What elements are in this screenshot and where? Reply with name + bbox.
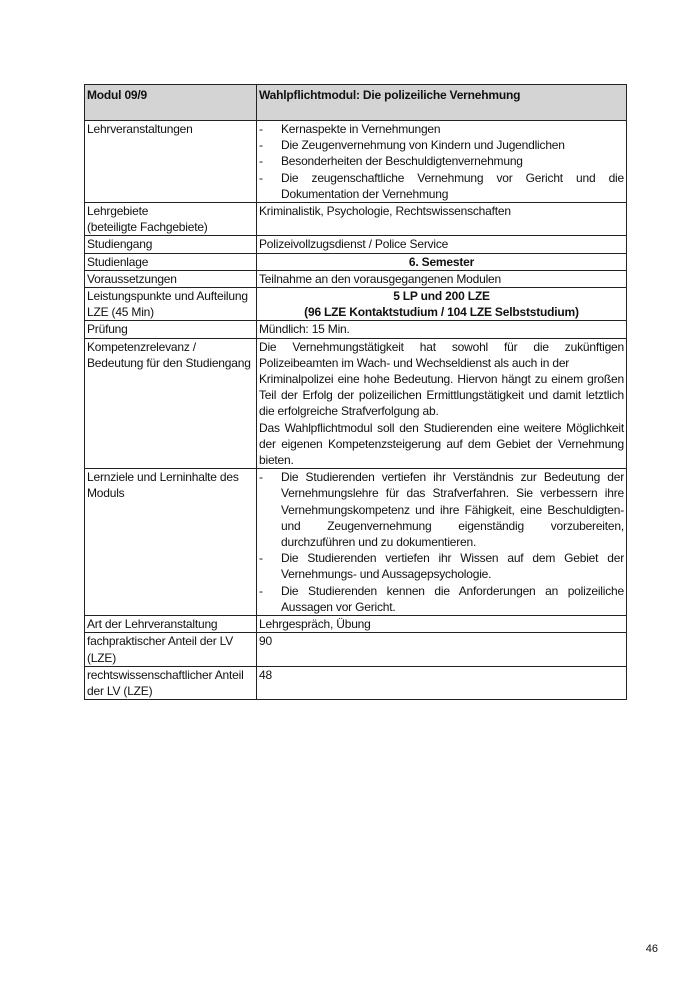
page-number: 46 (645, 943, 658, 955)
value-studienlage: 6. Semester (257, 253, 627, 270)
row-leistungspunkte (85, 288, 627, 321)
label-lehrveranstaltungen: Lehrveranstaltungen (85, 121, 257, 203)
lernziele-list (259, 469, 624, 615)
row-rechtswissenschaftlich (85, 666, 627, 699)
value-pruefung: Mündlich: 15 Min. (257, 321, 627, 338)
list-item: - Kernaspekte in Vernehmungen (259, 121, 624, 137)
label-fachpraktisch: fachpraktischer Anteil der LV (LZE) (85, 633, 257, 666)
value-leistungspunkte: 5 LP und 200 LZE (96 LZE Kontaktstudium / 104 LZE Selbststudium) (257, 288, 627, 321)
value-studiengang: Polizeivollzugsdienst / Police Service (257, 236, 627, 253)
label-kompetenzrelevanz: Kompetenzrelevanz / Bedeutung für den Studiengang (85, 338, 257, 469)
list-item: - Die zeugenschaftliche Vernehmung vor Gericht und die Dokumentation der Vernehmung (259, 170, 624, 202)
label-lehrgebiete: Lehrgebiete (beteiligte Fachgebiete) (85, 203, 257, 236)
row-studienlage (85, 253, 627, 270)
label-voraussetzungen: Voraussetzungen (85, 270, 257, 287)
value-lehrgebiete: Kriminalistik, Psychologie, Rechtswissenschaften (257, 203, 627, 236)
value-voraussetzungen: Teilnahme an den vorausgegangenen Modulen (257, 270, 627, 287)
label-leistungspunkte: Leistungspunkte und Aufteilung LZE (45 Min) (85, 288, 257, 321)
list-item: - Die Studierenden vertiefen ihr Verständnis zur Bedeutung der Vernehmungslehre für das Strafverfahren. Sie verbessern ihre Vernehmungskompetenz und ihre Fähigkeit, eine Beschuldigten- und Zeugenvernehmung eigenständig vorzubereiten, durchzuführen und zu dokumentieren. (259, 469, 624, 550)
lehrveranstaltungen-list (259, 121, 624, 202)
list-item: - Die Zeugenvernehmung von Kindern und Jugendlichen (259, 137, 624, 153)
kompetenz-paragraph-1: Die Vernehmungstätigkeit hat sowohl für die zukünftigen Polizeibeamten im Wach- und Wechseldienst als auch in der (259, 339, 624, 370)
label-studiengang: Studiengang (85, 236, 257, 253)
label-rechtswissenschaftlich: rechtswissenschaftlicher Anteil der LV (LZE) (85, 666, 257, 699)
label-pruefung: Prüfung (85, 321, 257, 338)
label-studienlage: Studienlage (85, 253, 257, 270)
row-fachpraktisch (85, 633, 627, 666)
module-title: Wahlpflichtmodul: Die polizeiliche Vernehmung (257, 85, 627, 121)
kompetenz-paragraph-2: Das Wahlpflichtmodul soll den Studierenden eine weitere Möglichkeit der eigenen Kompetenzsteigerung auf dem Gebiet der Vernehmung bieten. (259, 420, 624, 468)
row-lehrveranstaltungen (85, 121, 627, 203)
kompetenz-paragraph-1-continued: Kriminalpolizei eine hohe Bedeutung. Hiervon hängt zu einem großen Teil der Erfolg der polizeilichen Ermittlungstätigkeit und damit letztlich die erfolgreiche Strafverfolgung ab. (259, 372, 624, 419)
label-lernziele: Lernziele und Lerninhalte des Moduls (85, 469, 257, 616)
value-kompetenzrelevanz (257, 338, 627, 469)
row-studiengang (85, 236, 627, 253)
row-kompetenzrelevanz (85, 338, 627, 469)
label-art-lehrveranstaltung: Art der Lehrveranstaltung (85, 616, 257, 633)
module-table (84, 84, 627, 700)
row-pruefung (85, 321, 627, 338)
row-lehrgebiete (85, 203, 627, 236)
value-rechtswissenschaftlich: 48 (257, 666, 627, 699)
module-number: Modul 09/9 (85, 85, 257, 121)
list-item: - Besonderheiten der Beschuldigtenvernehmung (259, 153, 624, 169)
module-header-row (85, 85, 627, 121)
value-art-lehrveranstaltung: Lehrgespräch, Übung (257, 616, 627, 633)
row-voraussetzungen (85, 270, 627, 287)
row-lernziele (85, 469, 627, 616)
list-item: - Die Studierenden kennen die Anforderungen an polizeiliche Aussagen vor Gericht. (259, 583, 624, 615)
list-item: - Die Studierenden vertiefen ihr Wissen auf dem Gebiet der Vernehmungs- und Aussagepsychologie. (259, 550, 624, 582)
row-art-lehrveranstaltung (85, 616, 627, 633)
value-fachpraktisch: 90 (257, 633, 627, 666)
